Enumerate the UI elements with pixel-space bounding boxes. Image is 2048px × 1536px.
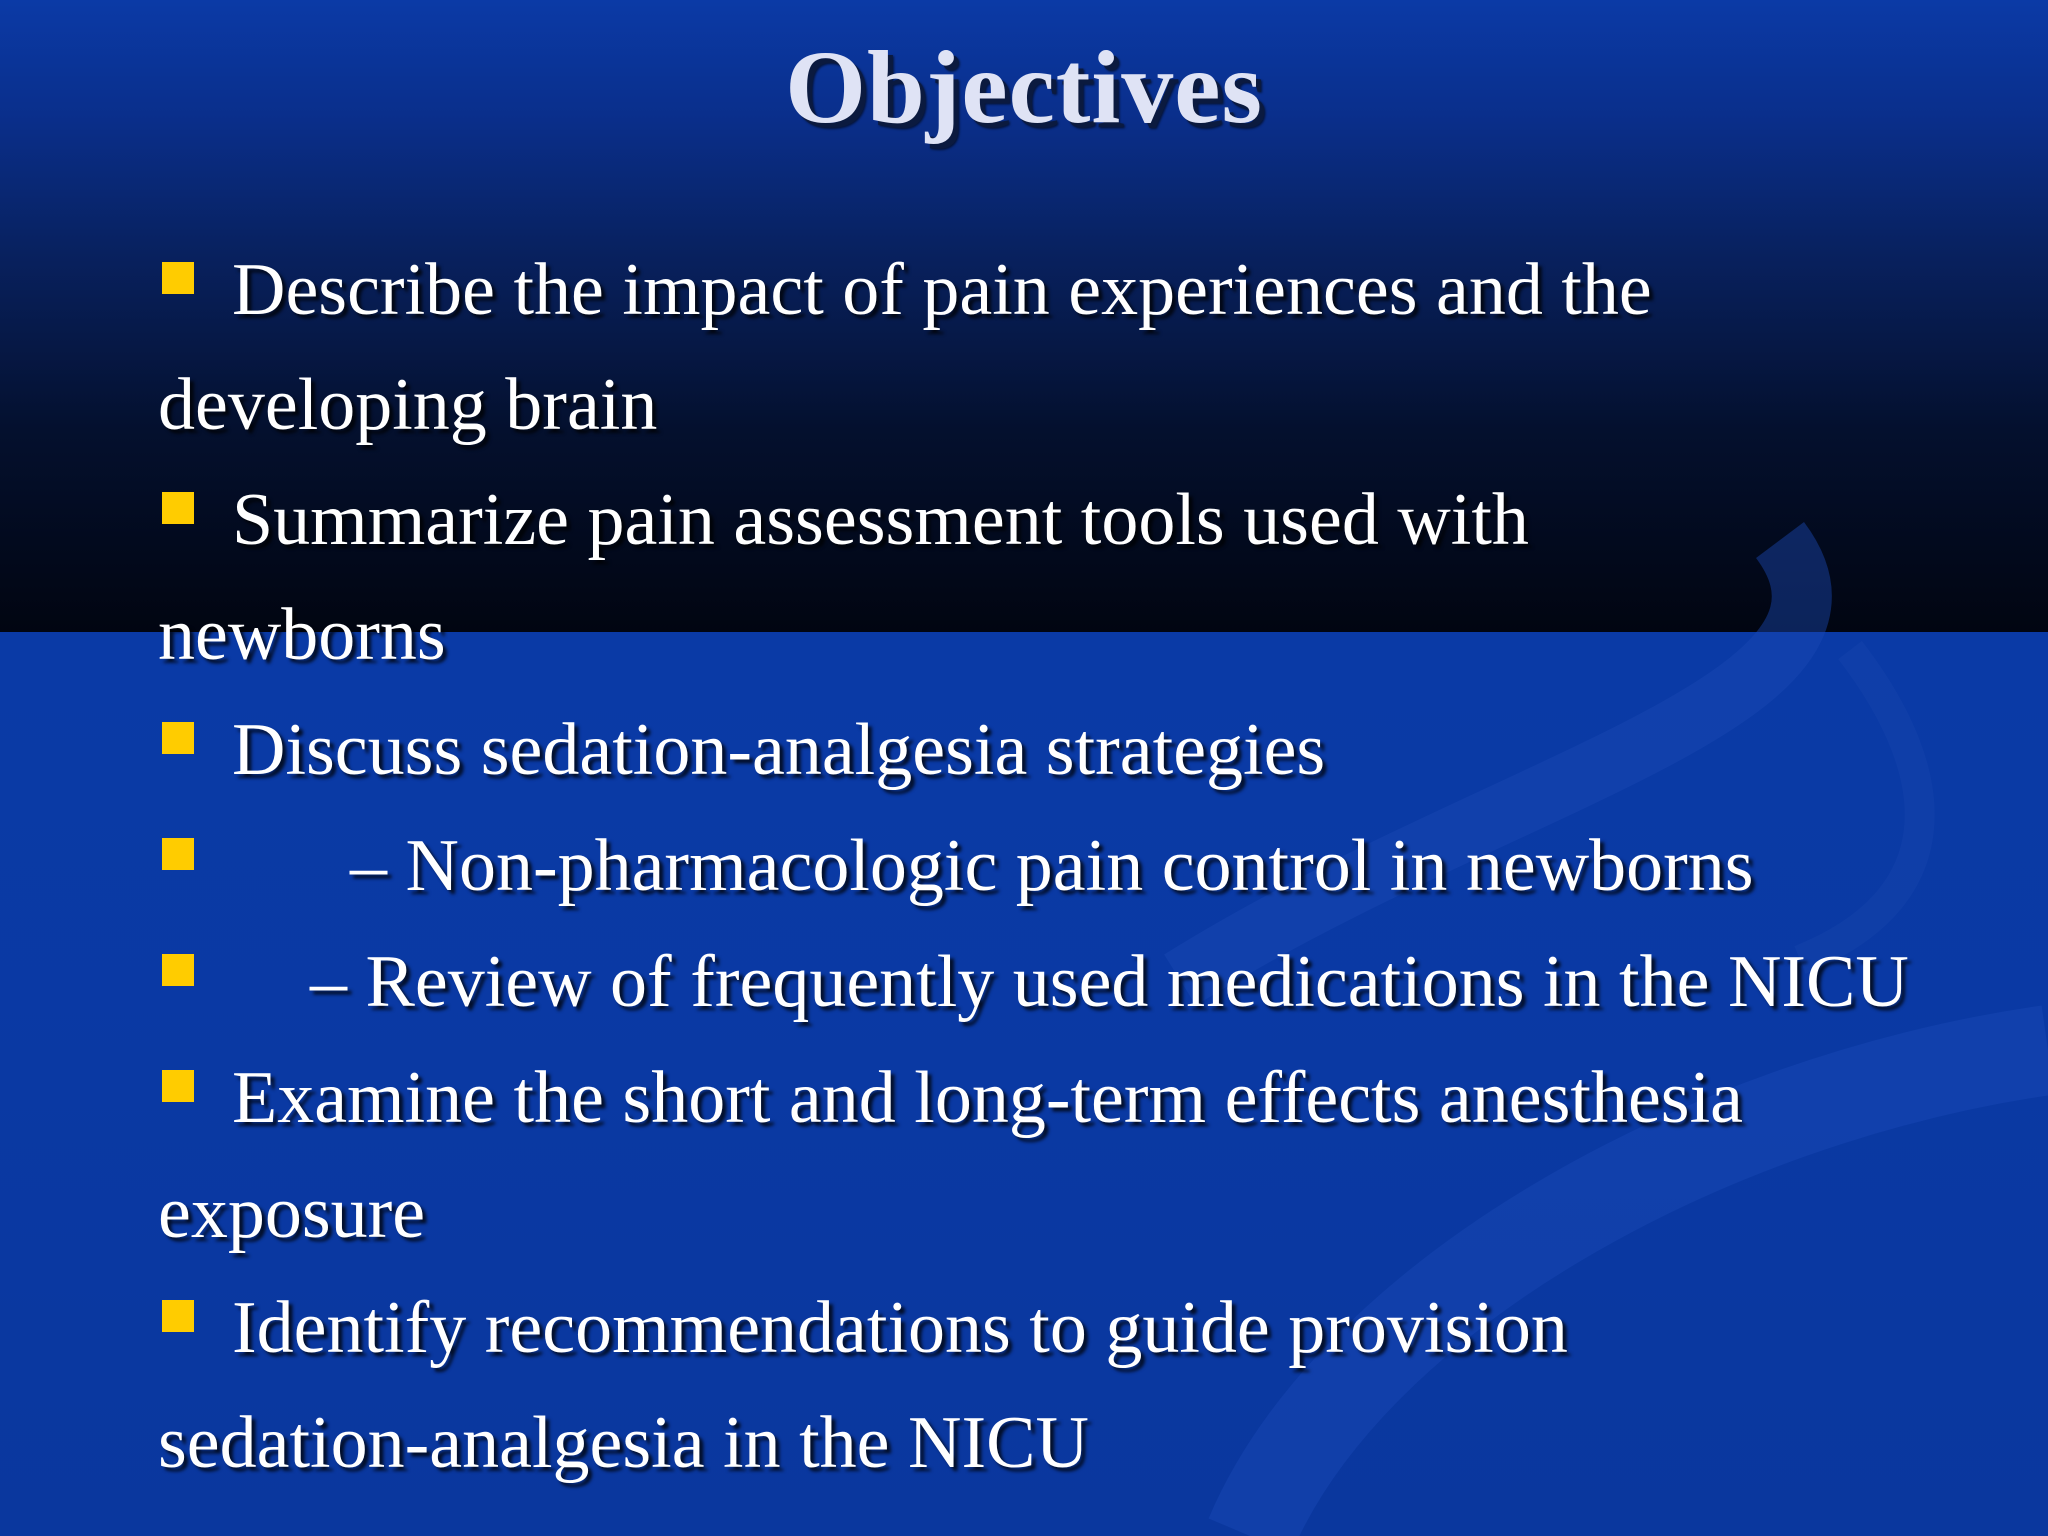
slide-title: Objectives — [785, 30, 1263, 145]
objective-line-2: Summarize pain assessment tools used with — [232, 479, 1529, 561]
objective-line-2-continued: newborns — [158, 594, 446, 676]
objective-line-4-continued: exposure — [158, 1172, 426, 1254]
bullet-square-icon — [162, 1300, 194, 1332]
objective-subline-medications: – Review of frequently used medications in the NICU — [310, 941, 1909, 1023]
bullet-square-icon — [162, 722, 194, 754]
objective-line-3: Discuss sedation-analgesia strategies — [232, 709, 1326, 791]
objective-line-1: Describe the impact of pain experiences and the — [232, 249, 1652, 331]
bullet-square-icon — [162, 492, 194, 524]
objective-line-1-continued: developing brain — [158, 364, 658, 446]
objective-line-5: Identify recommendations to guide provision — [232, 1287, 1568, 1369]
bullet-square-icon — [162, 262, 194, 294]
objective-line-5-continued: sedation-analgesia in the NICU — [158, 1402, 1089, 1484]
bullet-square-icon — [162, 1070, 194, 1102]
objective-subline-nonpharmacologic: – Non-pharmacologic pain control in newborns — [350, 825, 1754, 907]
objective-line-4: Examine the short and long-term effects anesthesia — [232, 1057, 1744, 1139]
bullet-square-icon — [162, 954, 194, 986]
bullet-square-icon — [162, 838, 194, 870]
